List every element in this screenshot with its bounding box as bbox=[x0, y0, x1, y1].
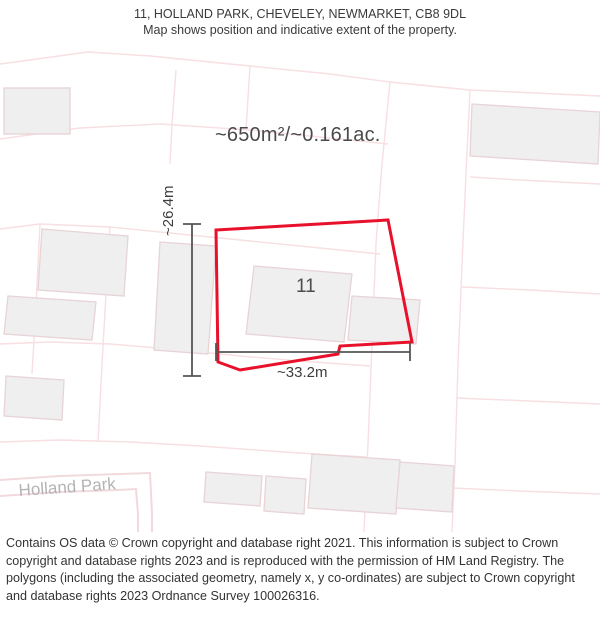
vertical-dimension-label: ~26.4m bbox=[160, 185, 177, 236]
map-canvas[interactable] bbox=[0, 44, 600, 532]
copyright-footer bbox=[0, 535, 600, 605]
buildings bbox=[4, 88, 600, 514]
plot-number-label: 11 bbox=[296, 276, 316, 297]
map-header bbox=[0, 0, 600, 38]
page-title: 11, HOLLAND PARK, CHEVELEY, NEWMARKET, CB8 9DL bbox=[133, 7, 467, 21]
horizontal-dimension-label: ~33.2m bbox=[277, 364, 328, 381]
copyright-text: Contains OS data © Crown copyright and database right 2021. This information is subject to Crown copyright and database rights 2023 and is reproduced with the permission of HM Land Registry. The polygons (including the associated geometry, namely x, y co-ordinates) are subject to Crown copyright and database rights 2023 Ordnance Survey 100026316. bbox=[6, 536, 575, 603]
page-subtitle: Map shows position and indicative extent of the property. bbox=[143, 23, 457, 37]
area-label: ~650m²/~0.161ac. bbox=[215, 124, 381, 146]
street-name-label: Holland Park bbox=[18, 474, 117, 500]
